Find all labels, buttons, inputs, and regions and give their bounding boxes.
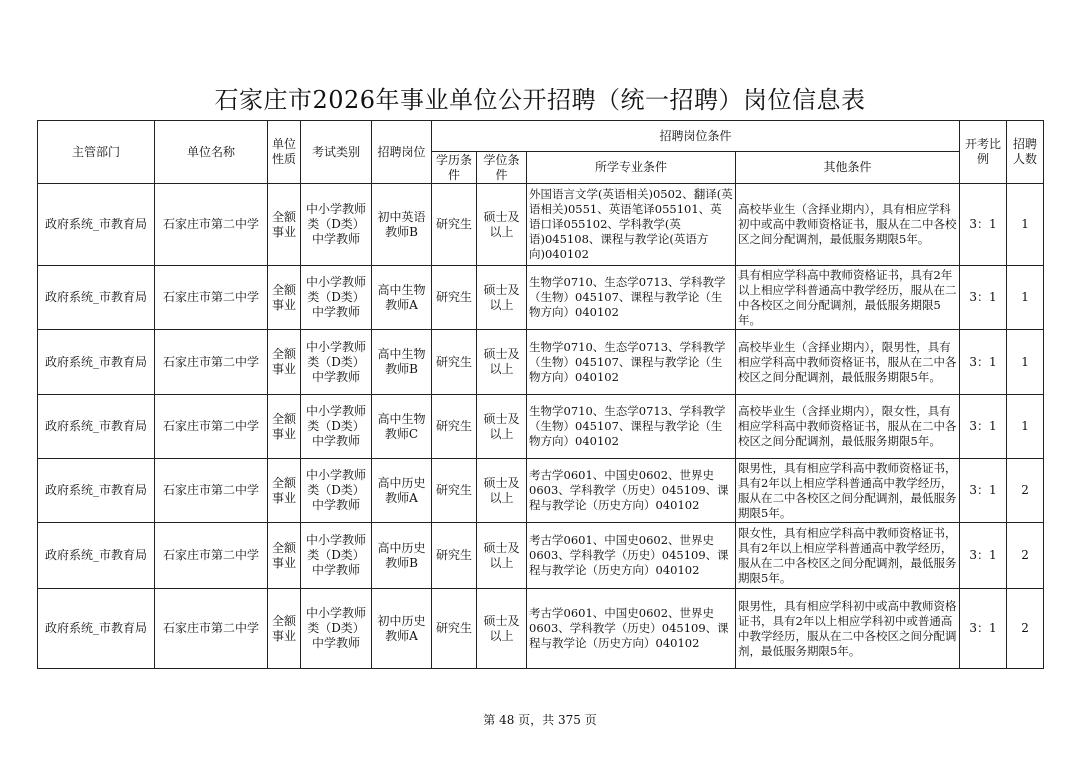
cell-other: 高校毕业生（含择业期内），具有相应学科初中或高中教师资格证书，服从在二中各校区之间分配调剂，最低服务期限5年。 — [736, 184, 960, 266]
cell-degree: 硕士及以上 — [477, 459, 527, 523]
cell-other: 具有相应学科高中教师资格证书，具有2年以上相应学科普通高中教学经历，服从在二中各校区之间分配调剂，最低服务期限5年。 — [736, 266, 960, 330]
cell-post: 高中生物教师C — [372, 395, 432, 459]
cell-dept: 政府系统_市教育局 — [38, 266, 155, 330]
cell-exam: 中小学教师类（D类）中学教师 — [301, 523, 372, 589]
cell-unit: 石家庄市第二中学 — [155, 395, 268, 459]
table-row — [38, 330, 1044, 395]
page-title: 石家庄市2026年事业单位公开招聘（统一招聘）岗位信息表 — [214, 86, 866, 114]
cell-dept: 政府系统_市教育局 — [38, 395, 155, 459]
table-row — [38, 266, 1044, 330]
cell-exam: 中小学教师类（D类）中学教师 — [301, 589, 372, 669]
cell-post: 高中生物教师A — [372, 266, 432, 330]
cell-count: 1 — [1007, 330, 1044, 395]
cell-unit: 石家庄市第二中学 — [155, 184, 268, 266]
cell-ratio: 3：1 — [960, 184, 1007, 266]
cell-unit: 石家庄市第二中学 — [155, 266, 268, 330]
cell-post: 高中历史教师A — [372, 459, 432, 523]
table-row — [38, 184, 1044, 266]
cell-major: 生物学0710、生态学0713、学科教学（生物）045107、课程与教学论（生物方向）040102 — [527, 395, 736, 459]
cell-edu: 研究生 — [432, 395, 477, 459]
cell-post: 初中历史教师A — [372, 589, 432, 669]
cell-degree: 硕士及以上 — [477, 523, 527, 589]
table-row — [38, 395, 1044, 459]
cell-other: 限男性，具有相应学科高中教师资格证书，具有2年以上相应学科普通高中教学经历，服从在二中各校区之间分配调剂，最低服务期限5年。 — [736, 459, 960, 523]
table-row — [38, 589, 1044, 669]
cell-major: 外国语言文学(英语相关)0502、翻译(英语相关)0551、英语笔译055101、英语口译055102、学科教学(英语)045108、课程与教学论(英语方向)040102 — [527, 184, 736, 266]
cell-degree: 硕士及以上 — [477, 395, 527, 459]
cell-nature: 全额事业 — [268, 266, 301, 330]
cell-count: 2 — [1007, 523, 1044, 589]
cell-dept: 政府系统_市教育局 — [38, 523, 155, 589]
cell-degree: 硕士及以上 — [477, 330, 527, 395]
table-row — [38, 523, 1044, 589]
cell-other: 限女性，具有相应学科高中教师资格证书，具有2年以上相应学科普通高中教学经历，服从在二中各校区之间分配调剂，最低服务期限5年。 — [736, 523, 960, 589]
cell-dept: 政府系统_市教育局 — [38, 459, 155, 523]
cell-edu: 研究生 — [432, 330, 477, 395]
header-count: 招聘人数 — [1007, 121, 1044, 184]
cell-other: 高校毕业生（含择业期内），限男性，具有相应学科高中教师资格证书，服从在二中各校区之间分配调剂，最低服务期限5年。 — [736, 330, 960, 395]
cell-unit: 石家庄市第二中学 — [155, 589, 268, 669]
cell-degree: 硕士及以上 — [477, 266, 527, 330]
cell-edu: 研究生 — [432, 523, 477, 589]
header-ratio: 开考比例 — [960, 121, 1007, 184]
cell-major: 考古学0601、中国史0602、世界史0603、学科教学（历史）045109、课程与教学论（历史方向）040102 — [527, 523, 736, 589]
cell-ratio: 3：1 — [960, 395, 1007, 459]
header-exam: 考试类别 — [301, 121, 372, 184]
cell-nature: 全额事业 — [268, 184, 301, 266]
header-major: 所学专业条件 — [527, 152, 736, 184]
page-footer: 第 48 页，共 375 页 — [483, 713, 597, 727]
header-conditions-group: 招聘岗位条件 — [432, 121, 960, 152]
cell-ratio: 3：1 — [960, 330, 1007, 395]
cell-dept: 政府系统_市教育局 — [38, 589, 155, 669]
cell-post: 高中历史教师B — [372, 523, 432, 589]
header-edu: 学历条件 — [432, 152, 477, 184]
header-post: 招聘岗位 — [372, 121, 432, 184]
header-nature: 单位性质 — [268, 121, 301, 184]
cell-degree: 硕士及以上 — [477, 589, 527, 669]
header-degree: 学位条件 — [477, 152, 527, 184]
cell-exam: 中小学教师类（D类）中学教师 — [301, 330, 372, 395]
cell-exam: 中小学教师类（D类）中学教师 — [301, 395, 372, 459]
cell-nature: 全额事业 — [268, 330, 301, 395]
cell-major: 生物学0710、生态学0713、学科教学（生物）045107、课程与教学论（生物方向）040102 — [527, 266, 736, 330]
cell-edu: 研究生 — [432, 589, 477, 669]
cell-post: 高中生物教师B — [372, 330, 432, 395]
cell-major: 考古学0601、中国史0602、世界史0603、学科教学（历史）045109、课程与教学论（历史方向）040102 — [527, 589, 736, 669]
header-dept: 主管部门 — [38, 121, 155, 184]
cell-edu: 研究生 — [432, 184, 477, 266]
cell-unit: 石家庄市第二中学 — [155, 459, 268, 523]
cell-count: 1 — [1007, 395, 1044, 459]
cell-ratio: 3：1 — [960, 589, 1007, 669]
cell-exam: 中小学教师类（D类）中学教师 — [301, 266, 372, 330]
cell-count: 1 — [1007, 184, 1044, 266]
cell-nature: 全额事业 — [268, 523, 301, 589]
cell-exam: 中小学教师类（D类）中学教师 — [301, 459, 372, 523]
header-other: 其他条件 — [736, 152, 960, 184]
cell-nature: 全额事业 — [268, 589, 301, 669]
cell-edu: 研究生 — [432, 459, 477, 523]
cell-count: 2 — [1007, 589, 1044, 669]
cell-ratio: 3：1 — [960, 459, 1007, 523]
table-row — [38, 459, 1044, 523]
cell-post: 初中英语教师B — [372, 184, 432, 266]
cell-exam: 中小学教师类（D类）中学教师 — [301, 184, 372, 266]
cell-other: 高校毕业生（含择业期内），限女性，具有相应学科高中教师资格证书，服从在二中各校区之间分配调剂，最低服务期限5年。 — [736, 395, 960, 459]
cell-nature: 全额事业 — [268, 459, 301, 523]
cell-degree: 硕士及以上 — [477, 184, 527, 266]
cell-unit: 石家庄市第二中学 — [155, 523, 268, 589]
header-unit: 单位名称 — [155, 121, 268, 184]
cell-dept: 政府系统_市教育局 — [38, 330, 155, 395]
cell-ratio: 3：1 — [960, 523, 1007, 589]
cell-ratio: 3：1 — [960, 266, 1007, 330]
positions-table — [37, 120, 1044, 669]
cell-major: 生物学0710、生态学0713、学科教学（生物）045107、课程与教学论（生物方向）040102 — [527, 330, 736, 395]
cell-dept: 政府系统_市教育局 — [38, 184, 155, 266]
cell-nature: 全额事业 — [268, 395, 301, 459]
cell-major: 考古学0601、中国史0602、世界史0603、学科教学（历史）045109、课程与教学论（历史方向）040102 — [527, 459, 736, 523]
cell-count: 1 — [1007, 266, 1044, 330]
cell-other: 限男性，具有相应学科初中或高中教师资格证书，具有2年以上相应学科初中或普通高中教学经历，服从在二中各校区之间分配调剂，最低服务期限5年。 — [736, 589, 960, 669]
cell-count: 2 — [1007, 459, 1044, 523]
cell-unit: 石家庄市第二中学 — [155, 330, 268, 395]
cell-edu: 研究生 — [432, 266, 477, 330]
